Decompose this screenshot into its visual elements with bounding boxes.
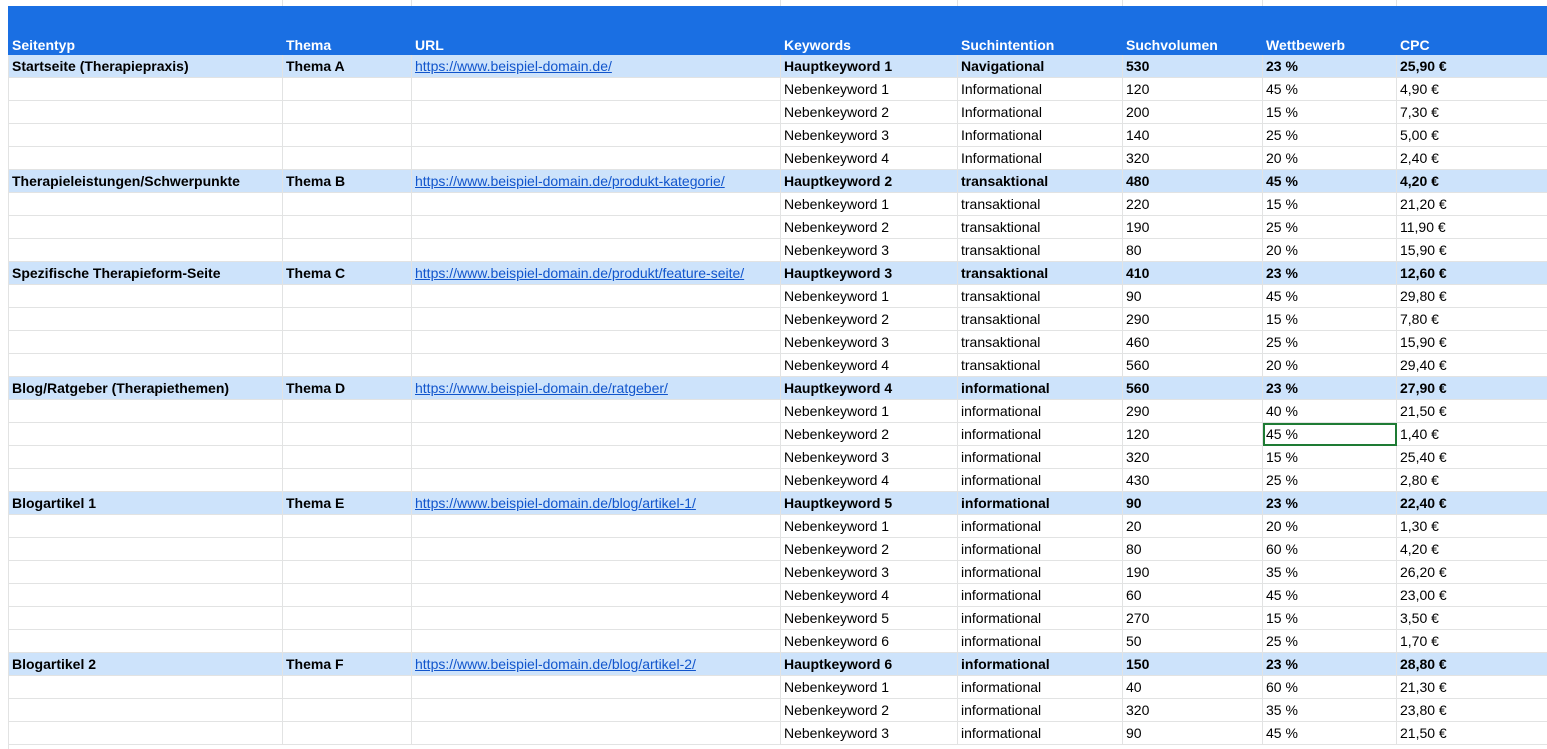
cell-cpc[interactable]: 21,50 €: [1397, 722, 1547, 745]
cell-thema[interactable]: Thema A: [283, 55, 412, 78]
cell-suchvolumen[interactable]: 60: [1123, 584, 1263, 607]
table-row: [9, 630, 1547, 653]
cell-url[interactable]: [412, 423, 781, 446]
cell-keyword[interactable]: Nebenkeyword 4: [781, 147, 958, 170]
cell-suchintention[interactable]: informational: [958, 446, 1123, 469]
cell-seitentyp[interactable]: Blogartikel 1: [9, 492, 283, 515]
cell-wettbewerb[interactable]: 25 %: [1263, 331, 1397, 354]
cell-thema[interactable]: [283, 446, 412, 469]
cell-suchvolumen[interactable]: 320: [1123, 147, 1263, 170]
cell-seitentyp[interactable]: [9, 423, 283, 446]
cell-keyword[interactable]: Nebenkeyword 2: [781, 101, 958, 124]
cell-thema[interactable]: [283, 400, 412, 423]
cell-seitentyp[interactable]: [9, 469, 283, 492]
cell-suchvolumen[interactable]: 560: [1123, 354, 1263, 377]
cell-url[interactable]: [412, 308, 781, 331]
cell-seitentyp[interactable]: [9, 699, 283, 722]
cell-seitentyp[interactable]: [9, 193, 283, 216]
cell-wettbewerb[interactable]: 23 %: [1263, 262, 1397, 285]
header-url[interactable]: URL: [412, 7, 781, 55]
cell-keyword[interactable]: Nebenkeyword 4: [781, 354, 958, 377]
cell-suchintention[interactable]: informational: [958, 676, 1123, 699]
cell-keyword[interactable]: Nebenkeyword 3: [781, 722, 958, 745]
cell-suchintention[interactable]: transaktional: [958, 216, 1123, 239]
cell-thema[interactable]: [283, 676, 412, 699]
cell-keyword[interactable]: Hauptkeyword 5: [781, 492, 958, 515]
cell-thema[interactable]: [283, 722, 412, 745]
cell-thema[interactable]: [283, 584, 412, 607]
cell-cpc[interactable]: 7,80 €: [1397, 308, 1547, 331]
cell-suchintention[interactable]: Informational: [958, 78, 1123, 101]
cell-keyword[interactable]: Nebenkeyword 1: [781, 515, 958, 538]
cell-suchintention[interactable]: transaktional: [958, 170, 1123, 193]
cell-keyword[interactable]: Nebenkeyword 2: [781, 538, 958, 561]
cell-suchvolumen[interactable]: 430: [1123, 469, 1263, 492]
cell-url[interactable]: [412, 78, 781, 101]
cell-suchvolumen[interactable]: 460: [1123, 331, 1263, 354]
cell-suchintention[interactable]: informational: [958, 469, 1123, 492]
cell-suchintention[interactable]: informational: [958, 630, 1123, 653]
cell-thema[interactable]: Thema C: [283, 262, 412, 285]
header-wettbewerb[interactable]: Wettbewerb: [1263, 7, 1397, 55]
cell-wettbewerb[interactable]: 23 %: [1263, 377, 1397, 400]
header-row: [9, 7, 1547, 55]
cell-cpc[interactable]: 1,30 €: [1397, 515, 1547, 538]
cell-keyword[interactable]: Nebenkeyword 1: [781, 78, 958, 101]
cell-thema[interactable]: [283, 285, 412, 308]
cell-url[interactable]: [412, 101, 781, 124]
cell-keyword[interactable]: Nebenkeyword 2: [781, 423, 958, 446]
table-row: [9, 423, 1547, 446]
cell-thema[interactable]: [283, 699, 412, 722]
cell-cpc[interactable]: 21,50 €: [1397, 400, 1547, 423]
cell-keyword[interactable]: Hauptkeyword 4: [781, 377, 958, 400]
cell-suchintention[interactable]: informational: [958, 492, 1123, 515]
cell-suchvolumen[interactable]: 120: [1123, 423, 1263, 446]
cell-suchintention[interactable]: transaktional: [958, 262, 1123, 285]
header-cpc[interactable]: CPC: [1397, 7, 1547, 55]
cell-url[interactable]: [412, 193, 781, 216]
cell-url[interactable]: [412, 722, 781, 745]
cell-seitentyp[interactable]: [9, 101, 283, 124]
cell-thema[interactable]: Thema D: [283, 377, 412, 400]
cell-suchvolumen[interactable]: 40: [1123, 676, 1263, 699]
cell-seitentyp[interactable]: [9, 676, 283, 699]
cell-seitentyp[interactable]: [9, 354, 283, 377]
cell-keyword[interactable]: Hauptkeyword 1: [781, 55, 958, 78]
cell-suchintention[interactable]: informational: [958, 653, 1123, 676]
cell-suchintention[interactable]: Informational: [958, 147, 1123, 170]
table-row-main: [9, 492, 1547, 515]
cell-suchvolumen[interactable]: 190: [1123, 216, 1263, 239]
cell-cpc[interactable]: 21,20 €: [1397, 193, 1547, 216]
cell-wettbewerb[interactable]: 15 %: [1263, 446, 1397, 469]
table-row-main: [9, 653, 1547, 676]
cell-suchintention[interactable]: Informational: [958, 101, 1123, 124]
cell-seitentyp[interactable]: Blog/Ratgeber (Therapiethemen): [9, 377, 283, 400]
cell-seitentyp[interactable]: Startseite (Therapiepraxis): [9, 55, 283, 78]
cell-cpc[interactable]: 21,30 €: [1397, 676, 1547, 699]
cell-suchintention[interactable]: transaktional: [958, 193, 1123, 216]
cell-suchvolumen[interactable]: 90: [1123, 722, 1263, 745]
cell-suchvolumen[interactable]: 80: [1123, 538, 1263, 561]
url-link[interactable]: https://www.beispiel-domain.de/blog/artikel-2/: [415, 656, 696, 672]
cell-thema[interactable]: [283, 423, 412, 446]
cell-wettbewerb[interactable]: 35 %: [1263, 699, 1397, 722]
cell-suchintention[interactable]: Navigational: [958, 55, 1123, 78]
cell-wettbewerb[interactable]: 25 %: [1263, 469, 1397, 492]
cell-wettbewerb[interactable]: 45 %: [1263, 722, 1397, 745]
cell-url[interactable]: [412, 607, 781, 630]
cell-suchvolumen[interactable]: 290: [1123, 308, 1263, 331]
table-row: [9, 561, 1547, 584]
table-row: [9, 676, 1547, 699]
table-body: [9, 55, 1547, 745]
cell-suchintention[interactable]: informational: [958, 699, 1123, 722]
cell-thema[interactable]: [283, 216, 412, 239]
cell-suchvolumen[interactable]: 320: [1123, 699, 1263, 722]
cell-thema[interactable]: [283, 538, 412, 561]
cell-seitentyp[interactable]: [9, 400, 283, 423]
cell-keyword[interactable]: Hauptkeyword 2: [781, 170, 958, 193]
cell-wettbewerb[interactable]: 25 %: [1263, 124, 1397, 147]
url-link[interactable]: https://www.beispiel-domain.de/ratgeber/: [415, 380, 668, 396]
cell-keyword[interactable]: Hauptkeyword 6: [781, 653, 958, 676]
cell-wettbewerb[interactable]: 45 %: [1263, 285, 1397, 308]
cell-wettbewerb[interactable]: 15 %: [1263, 101, 1397, 124]
cell-url[interactable]: [412, 699, 781, 722]
table-row: [9, 308, 1547, 331]
cell-suchvolumen[interactable]: 270: [1123, 607, 1263, 630]
cell-suchvolumen[interactable]: 320: [1123, 446, 1263, 469]
cell-url[interactable]: [412, 676, 781, 699]
cell-wettbewerb[interactable]: 45 %: [1263, 423, 1397, 446]
cell-url[interactable]: [412, 354, 781, 377]
cell-url[interactable]: [412, 561, 781, 584]
cell-url[interactable]: [412, 538, 781, 561]
cell-suchintention[interactable]: informational: [958, 377, 1123, 400]
cell-cpc[interactable]: 12,60 €: [1397, 262, 1547, 285]
cell-suchvolumen[interactable]: 220: [1123, 193, 1263, 216]
cell-suchintention[interactable]: informational: [958, 722, 1123, 745]
table-row: [9, 78, 1547, 101]
table-row: [9, 584, 1547, 607]
cell-thema[interactable]: [283, 469, 412, 492]
cell-cpc[interactable]: 1,70 €: [1397, 630, 1547, 653]
cell-cpc[interactable]: 7,30 €: [1397, 101, 1547, 124]
cell-suchvolumen[interactable]: 410: [1123, 262, 1263, 285]
cell-seitentyp[interactable]: [9, 538, 283, 561]
cell-seitentyp[interactable]: [9, 216, 283, 239]
table-row: [9, 216, 1547, 239]
cell-suchvolumen[interactable]: 530: [1123, 55, 1263, 78]
cell-seitentyp[interactable]: [9, 331, 283, 354]
cell-suchvolumen[interactable]: 560: [1123, 377, 1263, 400]
cell-wettbewerb[interactable]: 60 %: [1263, 676, 1397, 699]
cell-thema[interactable]: [283, 607, 412, 630]
cell-suchvolumen[interactable]: 200: [1123, 101, 1263, 124]
table-row-main: [9, 55, 1547, 78]
cell-keyword[interactable]: Hauptkeyword 3: [781, 262, 958, 285]
cell-keyword[interactable]: Nebenkeyword 4: [781, 469, 958, 492]
url-link[interactable]: https://www.beispiel-domain.de/produkt-kategorie/: [415, 173, 725, 189]
cell-keyword[interactable]: Nebenkeyword 2: [781, 216, 958, 239]
cell-cpc[interactable]: 2,40 €: [1397, 147, 1547, 170]
header-suchintention[interactable]: Suchintention: [958, 7, 1123, 55]
cell-thema[interactable]: [283, 308, 412, 331]
cell-suchvolumen[interactable]: 190: [1123, 561, 1263, 584]
cell-url[interactable]: [412, 331, 781, 354]
cell-wettbewerb[interactable]: 23 %: [1263, 492, 1397, 515]
table-row: [9, 515, 1547, 538]
table-row: [9, 400, 1547, 423]
cell-seitentyp[interactable]: [9, 607, 283, 630]
header-seitentyp[interactable]: Seitentyp: [9, 7, 283, 55]
cell-cpc[interactable]: 15,90 €: [1397, 239, 1547, 262]
table-row: [9, 285, 1547, 308]
cell-wettbewerb[interactable]: 23 %: [1263, 55, 1397, 78]
cell-url[interactable]: [412, 285, 781, 308]
cell-suchvolumen[interactable]: 50: [1123, 630, 1263, 653]
cell-wettbewerb[interactable]: 45 %: [1263, 78, 1397, 101]
cell-url[interactable]: [412, 630, 781, 653]
cell-cpc[interactable]: 3,50 €: [1397, 607, 1547, 630]
cell-cpc[interactable]: 25,40 €: [1397, 446, 1547, 469]
cell-cpc[interactable]: 25,90 €: [1397, 55, 1547, 78]
cell-cpc[interactable]: 1,40 €: [1397, 423, 1547, 446]
cell-suchintention[interactable]: transaktional: [958, 239, 1123, 262]
cell-keyword[interactable]: Nebenkeyword 2: [781, 699, 958, 722]
cell-cpc[interactable]: 4,20 €: [1397, 538, 1547, 561]
cell-thema[interactable]: Thema F: [283, 653, 412, 676]
cell-keyword[interactable]: Nebenkeyword 3: [781, 331, 958, 354]
cell-cpc[interactable]: 2,80 €: [1397, 469, 1547, 492]
cell-wettbewerb[interactable]: 20 %: [1263, 515, 1397, 538]
url-link[interactable]: https://www.beispiel-domain.de/: [415, 58, 612, 74]
cell-suchintention[interactable]: informational: [958, 584, 1123, 607]
cell-wettbewerb[interactable]: 25 %: [1263, 216, 1397, 239]
cell-cpc[interactable]: 11,90 €: [1397, 216, 1547, 239]
cell-wettbewerb[interactable]: 60 %: [1263, 538, 1397, 561]
cell-keyword[interactable]: Nebenkeyword 2: [781, 308, 958, 331]
cell-wettbewerb[interactable]: 20 %: [1263, 354, 1397, 377]
cell-wettbewerb[interactable]: 35 %: [1263, 561, 1397, 584]
cell-wettbewerb[interactable]: 45 %: [1263, 584, 1397, 607]
cell-thema[interactable]: [283, 101, 412, 124]
table-row: [9, 193, 1547, 216]
cell-suchintention[interactable]: Informational: [958, 124, 1123, 147]
cell-suchintention[interactable]: transaktional: [958, 331, 1123, 354]
cell-keyword[interactable]: Nebenkeyword 1: [781, 285, 958, 308]
cell-seitentyp[interactable]: [9, 515, 283, 538]
cell-wettbewerb[interactable]: 20 %: [1263, 147, 1397, 170]
cell-cpc[interactable]: 15,90 €: [1397, 331, 1547, 354]
table-row: [9, 239, 1547, 262]
table-row: [9, 722, 1547, 745]
cell-keyword[interactable]: Nebenkeyword 6: [781, 630, 958, 653]
cell-url[interactable]: [412, 653, 781, 676]
cell-cpc[interactable]: 4,20 €: [1397, 170, 1547, 193]
cell-keyword[interactable]: Nebenkeyword 3: [781, 239, 958, 262]
cell-cpc[interactable]: 23,80 €: [1397, 699, 1547, 722]
cell-thema[interactable]: [283, 561, 412, 584]
cell-url[interactable]: [412, 515, 781, 538]
header-thema[interactable]: Thema: [283, 7, 412, 55]
cell-keyword[interactable]: Nebenkeyword 1: [781, 676, 958, 699]
url-link[interactable]: https://www.beispiel-domain.de/produkt/feature-seite/: [415, 265, 745, 281]
cell-thema[interactable]: [283, 331, 412, 354]
cell-keyword[interactable]: Nebenkeyword 3: [781, 124, 958, 147]
table-row: [9, 607, 1547, 630]
cell-suchintention[interactable]: informational: [958, 515, 1123, 538]
cell-thema[interactable]: [283, 124, 412, 147]
cell-url[interactable]: [412, 584, 781, 607]
cell-cpc[interactable]: 29,80 €: [1397, 285, 1547, 308]
cell-thema[interactable]: Thema B: [283, 170, 412, 193]
cell-url[interactable]: [412, 446, 781, 469]
cell-url[interactable]: [412, 492, 781, 515]
cell-suchvolumen[interactable]: 90: [1123, 285, 1263, 308]
cell-keyword[interactable]: Nebenkeyword 3: [781, 561, 958, 584]
table-row: [9, 446, 1547, 469]
cell-suchvolumen[interactable]: 90: [1123, 492, 1263, 515]
cell-thema[interactable]: [283, 78, 412, 101]
table-row: [9, 699, 1547, 722]
url-link[interactable]: https://www.beispiel-domain.de/blog/artikel-1/: [415, 495, 696, 511]
cell-seitentyp[interactable]: Therapieleistungen/Schwerpunkte: [9, 170, 283, 193]
table-row: [9, 469, 1547, 492]
header-suchvolumen[interactable]: Suchvolumen: [1123, 7, 1263, 55]
cell-cpc[interactable]: 27,90 €: [1397, 377, 1547, 400]
cell-url[interactable]: [412, 469, 781, 492]
cell-suchvolumen[interactable]: 20: [1123, 515, 1263, 538]
cell-seitentyp[interactable]: [9, 124, 283, 147]
cell-thema[interactable]: [283, 515, 412, 538]
cell-wettbewerb[interactable]: 15 %: [1263, 193, 1397, 216]
cell-seitentyp[interactable]: [9, 147, 283, 170]
cell-suchvolumen[interactable]: 150: [1123, 653, 1263, 676]
cell-suchintention[interactable]: informational: [958, 400, 1123, 423]
cell-wettbewerb[interactable]: 15 %: [1263, 607, 1397, 630]
cell-keyword[interactable]: Nebenkeyword 5: [781, 607, 958, 630]
table-row: [9, 354, 1547, 377]
cell-url[interactable]: [412, 216, 781, 239]
cell-seitentyp[interactable]: [9, 446, 283, 469]
cell-wettbewerb[interactable]: 40 %: [1263, 400, 1397, 423]
cell-thema[interactable]: [283, 354, 412, 377]
cell-suchintention[interactable]: transaktional: [958, 285, 1123, 308]
cell-keyword[interactable]: Nebenkeyword 1: [781, 193, 958, 216]
table-row-main: [9, 262, 1547, 285]
cell-seitentyp[interactable]: [9, 78, 283, 101]
cell-suchintention[interactable]: transaktional: [958, 354, 1123, 377]
cell-wettbewerb[interactable]: 15 %: [1263, 308, 1397, 331]
cell-cpc[interactable]: 28,80 €: [1397, 653, 1547, 676]
cell-suchintention[interactable]: transaktional: [958, 308, 1123, 331]
table-row: [9, 124, 1547, 147]
cell-seitentyp[interactable]: [9, 630, 283, 653]
header-keywords[interactable]: Keywords: [781, 7, 958, 55]
cell-suchintention[interactable]: informational: [958, 423, 1123, 446]
cell-suchvolumen[interactable]: 120: [1123, 78, 1263, 101]
cell-url[interactable]: [412, 400, 781, 423]
cell-url[interactable]: [412, 239, 781, 262]
cell-cpc[interactable]: 26,20 €: [1397, 561, 1547, 584]
cell-wettbewerb[interactable]: 20 %: [1263, 239, 1397, 262]
cell-suchvolumen[interactable]: 290: [1123, 400, 1263, 423]
table-row-main: [9, 170, 1547, 193]
cell-url[interactable]: [412, 147, 781, 170]
cell-cpc[interactable]: 23,00 €: [1397, 584, 1547, 607]
cell-thema[interactable]: [283, 239, 412, 262]
table-row: [9, 331, 1547, 354]
cell-seitentyp[interactable]: [9, 285, 283, 308]
cell-suchvolumen[interactable]: 80: [1123, 239, 1263, 262]
cell-cpc[interactable]: 22,40 €: [1397, 492, 1547, 515]
keyword-table: [8, 6, 1547, 745]
cell-cpc[interactable]: 29,40 €: [1397, 354, 1547, 377]
cell-suchintention[interactable]: informational: [958, 538, 1123, 561]
cell-suchintention[interactable]: informational: [958, 607, 1123, 630]
cell-seitentyp[interactable]: [9, 308, 283, 331]
cell-cpc[interactable]: 5,00 €: [1397, 124, 1547, 147]
table-row: [9, 101, 1547, 124]
cell-wettbewerb[interactable]: 45 %: [1263, 170, 1397, 193]
cell-thema[interactable]: Thema E: [283, 492, 412, 515]
table-row: [9, 538, 1547, 561]
cell-url[interactable]: [412, 262, 781, 285]
cell-thema[interactable]: [283, 147, 412, 170]
cell-url[interactable]: [412, 55, 781, 78]
cell-seitentyp[interactable]: Spezifische Therapieform-Seite: [9, 262, 283, 285]
cell-suchintention[interactable]: informational: [958, 561, 1123, 584]
cell-cpc[interactable]: 4,90 €: [1397, 78, 1547, 101]
cell-url[interactable]: [412, 124, 781, 147]
table-row: [9, 147, 1547, 170]
cell-suchvolumen[interactable]: 140: [1123, 124, 1263, 147]
cell-keyword[interactable]: Nebenkeyword 4: [781, 584, 958, 607]
cell-suchvolumen[interactable]: 480: [1123, 170, 1263, 193]
cell-wettbewerb[interactable]: 23 %: [1263, 653, 1397, 676]
cell-seitentyp[interactable]: [9, 722, 283, 745]
cell-seitentyp[interactable]: [9, 561, 283, 584]
cell-wettbewerb[interactable]: 25 %: [1263, 630, 1397, 653]
cell-url[interactable]: [412, 170, 781, 193]
cell-seitentyp[interactable]: [9, 239, 283, 262]
cell-seitentyp[interactable]: Blogartikel 2: [9, 653, 283, 676]
cell-keyword[interactable]: Nebenkeyword 1: [781, 400, 958, 423]
cell-thema[interactable]: [283, 193, 412, 216]
cell-seitentyp[interactable]: [9, 584, 283, 607]
cell-thema[interactable]: [283, 630, 412, 653]
table-row-main: [9, 377, 1547, 400]
cell-url[interactable]: [412, 377, 781, 400]
cell-keyword[interactable]: Nebenkeyword 3: [781, 446, 958, 469]
